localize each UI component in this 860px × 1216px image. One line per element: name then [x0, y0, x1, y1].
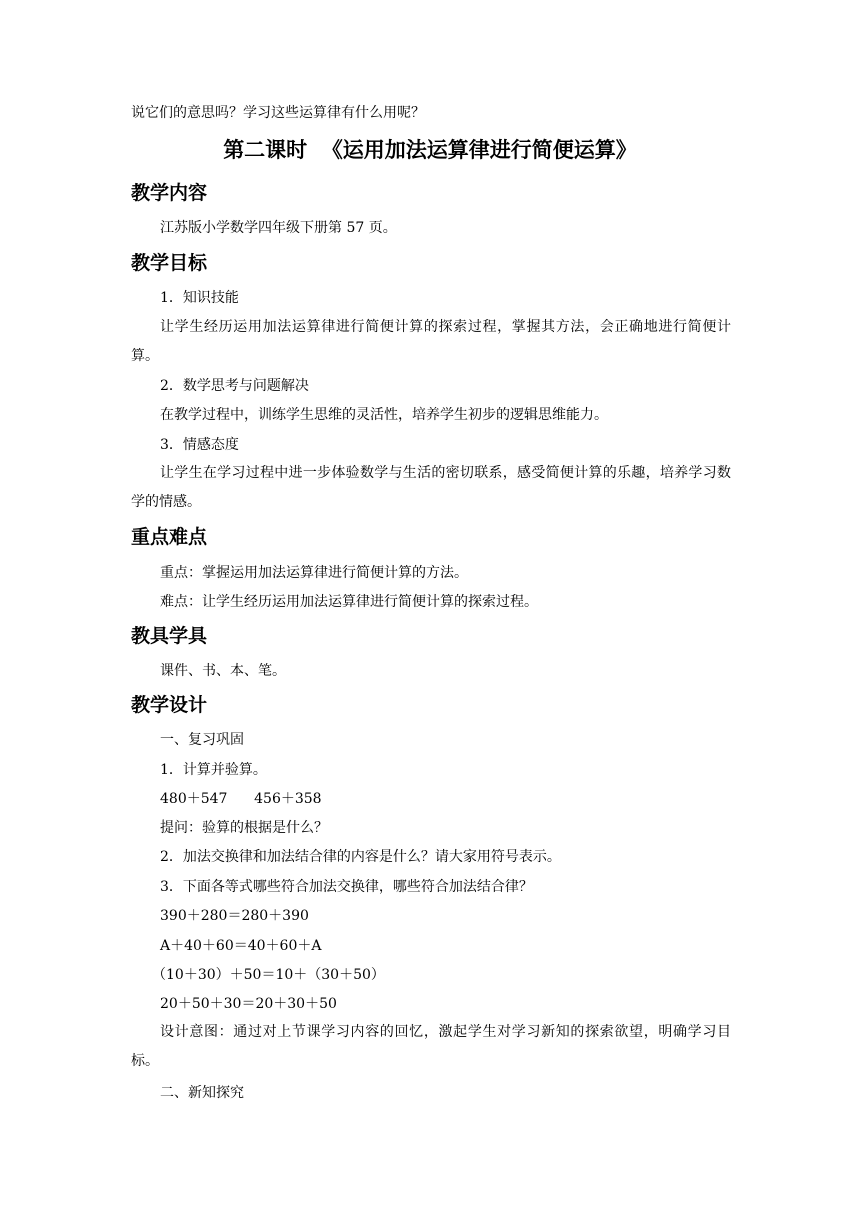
question-1: 1．计算并验算。: [160, 762, 267, 778]
heading-key-points: 重点难点: [131, 526, 208, 548]
heading-content: 教学内容: [131, 182, 208, 204]
tools-text: 课件、书、本、笔。: [160, 663, 286, 679]
design-intent: 设计意图：通过对上节课学习内容的回忆，激起学生对学习新知的探索欲望，明确学习目标。: [131, 1024, 731, 1069]
equation-4: 20＋50＋30＝20＋30＋50: [160, 996, 337, 1012]
content-text: 江苏版小学数学四年级下册第 57 页。: [160, 220, 397, 236]
difficulty-text: 难点：让学生经历运用加法运算律进行简便计算的探索过程。: [160, 594, 538, 610]
question-1-expressions: 480＋547 456＋358: [160, 791, 322, 807]
equation-3: （10＋30）＋50＝10＋（30＋50）: [152, 967, 385, 983]
goal-2-text: 在教学过程中，训练学生思维的灵活性，培养学生初步的逻辑思维能力。: [160, 407, 608, 423]
goal-1-title: 1．知识技能: [160, 290, 239, 306]
lesson-title: 第二课时 《运用加法运算律进行简便运算》: [223, 138, 637, 162]
part-2-title: 二、新知探究: [160, 1085, 244, 1101]
equation-2: A＋40＋60＝40＋60＋A: [160, 938, 322, 954]
equation-1: 390＋280＝280＋390: [160, 908, 309, 924]
goal-1-text: 让学生经历运用加法运算律进行简便计算的探索过程，掌握其方法，会正确地进行简便计算。: [131, 319, 731, 364]
heading-design: 教学设计: [131, 694, 208, 716]
question-2: 2．加法交换律和加法结合律的内容是什么？请大家用符号表示。: [160, 849, 561, 865]
goal-3-title: 3．情感态度: [160, 437, 239, 453]
question-3: 3．下面各等式哪些符合加法交换律，哪些符合加法结合律？: [160, 879, 533, 895]
focus-text: 重点：掌握运用加法运算律进行简便计算的方法。: [160, 565, 468, 581]
question-1-ask: 提问：验算的根据是什么？: [160, 820, 328, 836]
heading-goals: 教学目标: [131, 252, 208, 274]
part-1-title: 一、复习巩固: [160, 732, 244, 748]
heading-tools: 教具学具: [131, 625, 208, 647]
intro-line: 说它们的意思吗？学习这些运算律有什么用呢？: [131, 105, 425, 121]
goal-3-text: 让学生在学习过程中进一步体验数学与生活的密切联系，感受简便计算的乐趣，培养学习数学的情感。: [131, 465, 731, 510]
goal-2-title: 2．数学思考与问题解决: [160, 378, 309, 394]
